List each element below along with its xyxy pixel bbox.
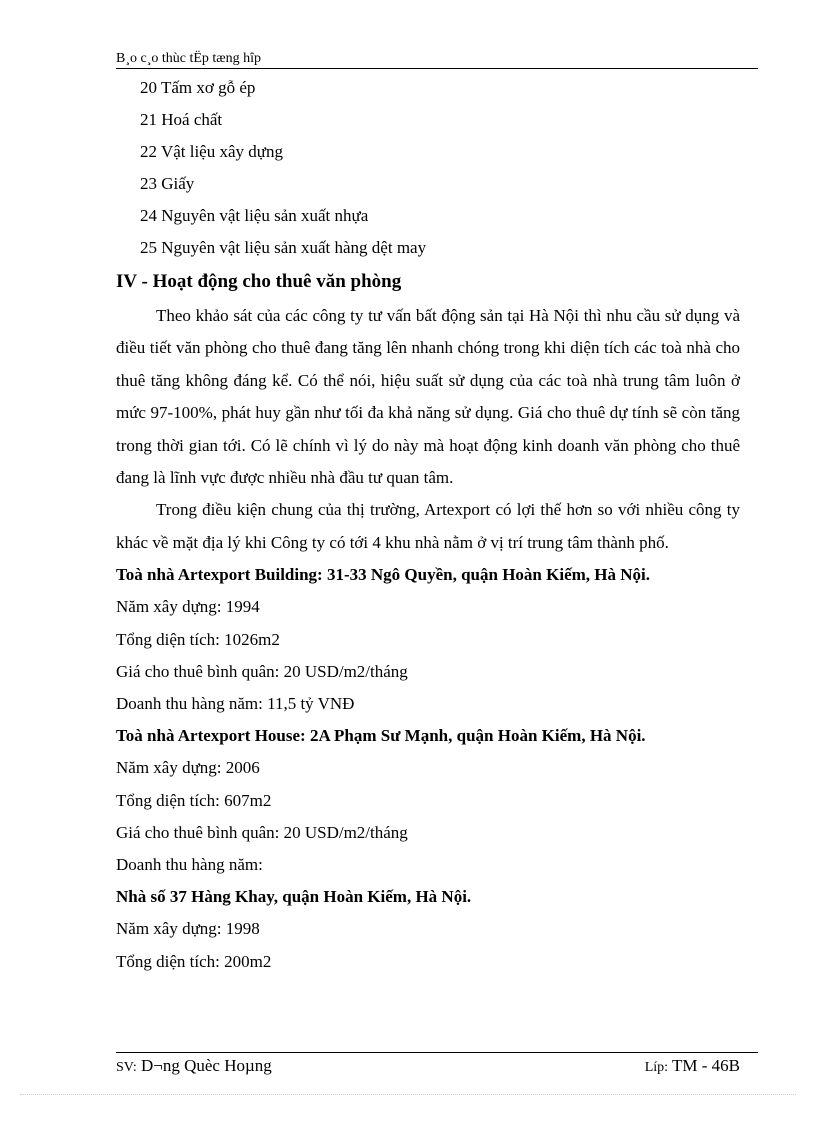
student-prefix: SV: xyxy=(116,1060,137,1075)
footer-rule xyxy=(116,1052,758,1053)
section-heading: IV - Hoạt động cho thuê văn phòng xyxy=(116,271,402,292)
running-footer xyxy=(116,1054,740,1078)
body-paragraph: Theo khảo sát của các công ty tư vấn bất động sản tại Hà Nội thì nhu cầu sử dụng và điều tiết văn phòng cho thuê đang tăng lên nhanh chóng trong khi diện tích các toà nhà cho thuê tăng không đáng kể. Có thể nói, hiệu suất sử dụng của các toà nhà trung tâm luôn ở mức 97-100%, phát huy gần như tối đa khả năng sử dụng. Giá cho thuê dự tính sẽ còn tăng trong thời gian tới. Có lẽ chính vì lý do này mà hoạt động kinh doanh văn phòng cho thuê đang là lĩnh vực được nhiều nhà đầu tư quan tâm. xyxy=(116,306,740,488)
building-detail: Doanh thu hàng năm: xyxy=(116,854,263,874)
list-item: 22 Vật liệu xây dựng xyxy=(140,142,283,161)
building-detail: Năm xây dựng: 2006 xyxy=(116,758,260,778)
building-title: Nhà số 37 Hàng Khay, quận Hoàn Kiếm, Hà Nội. xyxy=(116,887,472,907)
footer-student xyxy=(116,1054,272,1080)
building-detail: Năm xây dựng: 1994 xyxy=(116,597,260,617)
list-item: 23 Giấy xyxy=(140,174,195,193)
building-detail: Tổng diện tích: 607m2 xyxy=(116,790,272,810)
page-edge-divider xyxy=(20,1094,796,1095)
page-body xyxy=(116,72,740,978)
body-paragraph: Trong điều kiện chung của thị trường, Artexport có lợi thế hơn so với nhiều công ty khác về mặt địa lý khi Công ty có tới 4 khu nhà nằm ở vị trí trung tâm thành phố. xyxy=(116,500,740,552)
list-item: 25 Nguyên vật liệu sản xuất hàng dệt may xyxy=(140,238,427,257)
building-detail: Tổng diện tích: 1026m2 xyxy=(116,629,280,649)
list-item: 24 Nguyên vật liệu sản xuất nhựa xyxy=(140,206,369,225)
building-detail: Giá cho thuê bình quân: 20 USD/m2/tháng xyxy=(116,822,408,842)
running-header: B¸o c¸o thùc tËp tæng hîp xyxy=(116,51,262,66)
building-detail: Doanh thu hàng năm: 11,5 tỷ VNĐ xyxy=(116,694,355,713)
footer-class xyxy=(645,1054,740,1080)
building-title: Toà nhà Artexport Building: 31-33 Ngô Quyền, quận Hoàn Kiếm, Hà Nội. xyxy=(116,565,651,585)
list-item: 20 Tấm xơ gỗ ép xyxy=(140,78,256,97)
header-rule xyxy=(116,68,758,69)
class-prefix: Líp: xyxy=(644,1060,669,1075)
building-detail: Giá cho thuê bình quân: 20 USD/m2/tháng xyxy=(116,661,408,681)
building-detail: Tổng diện tích: 200m2 xyxy=(116,951,272,971)
class-name: TM - 46B xyxy=(672,1056,740,1075)
building-detail: Năm xây dựng: 1998 xyxy=(116,919,260,939)
building-title: Toà nhà Artexport House: 2A Phạm Sư Mạnh, quận Hoàn Kiếm, Hà Nội. xyxy=(116,726,646,746)
list-item: 21 Hoá chất xyxy=(140,110,223,129)
student-name: D¬ng Quèc Hoµng xyxy=(141,1056,272,1075)
